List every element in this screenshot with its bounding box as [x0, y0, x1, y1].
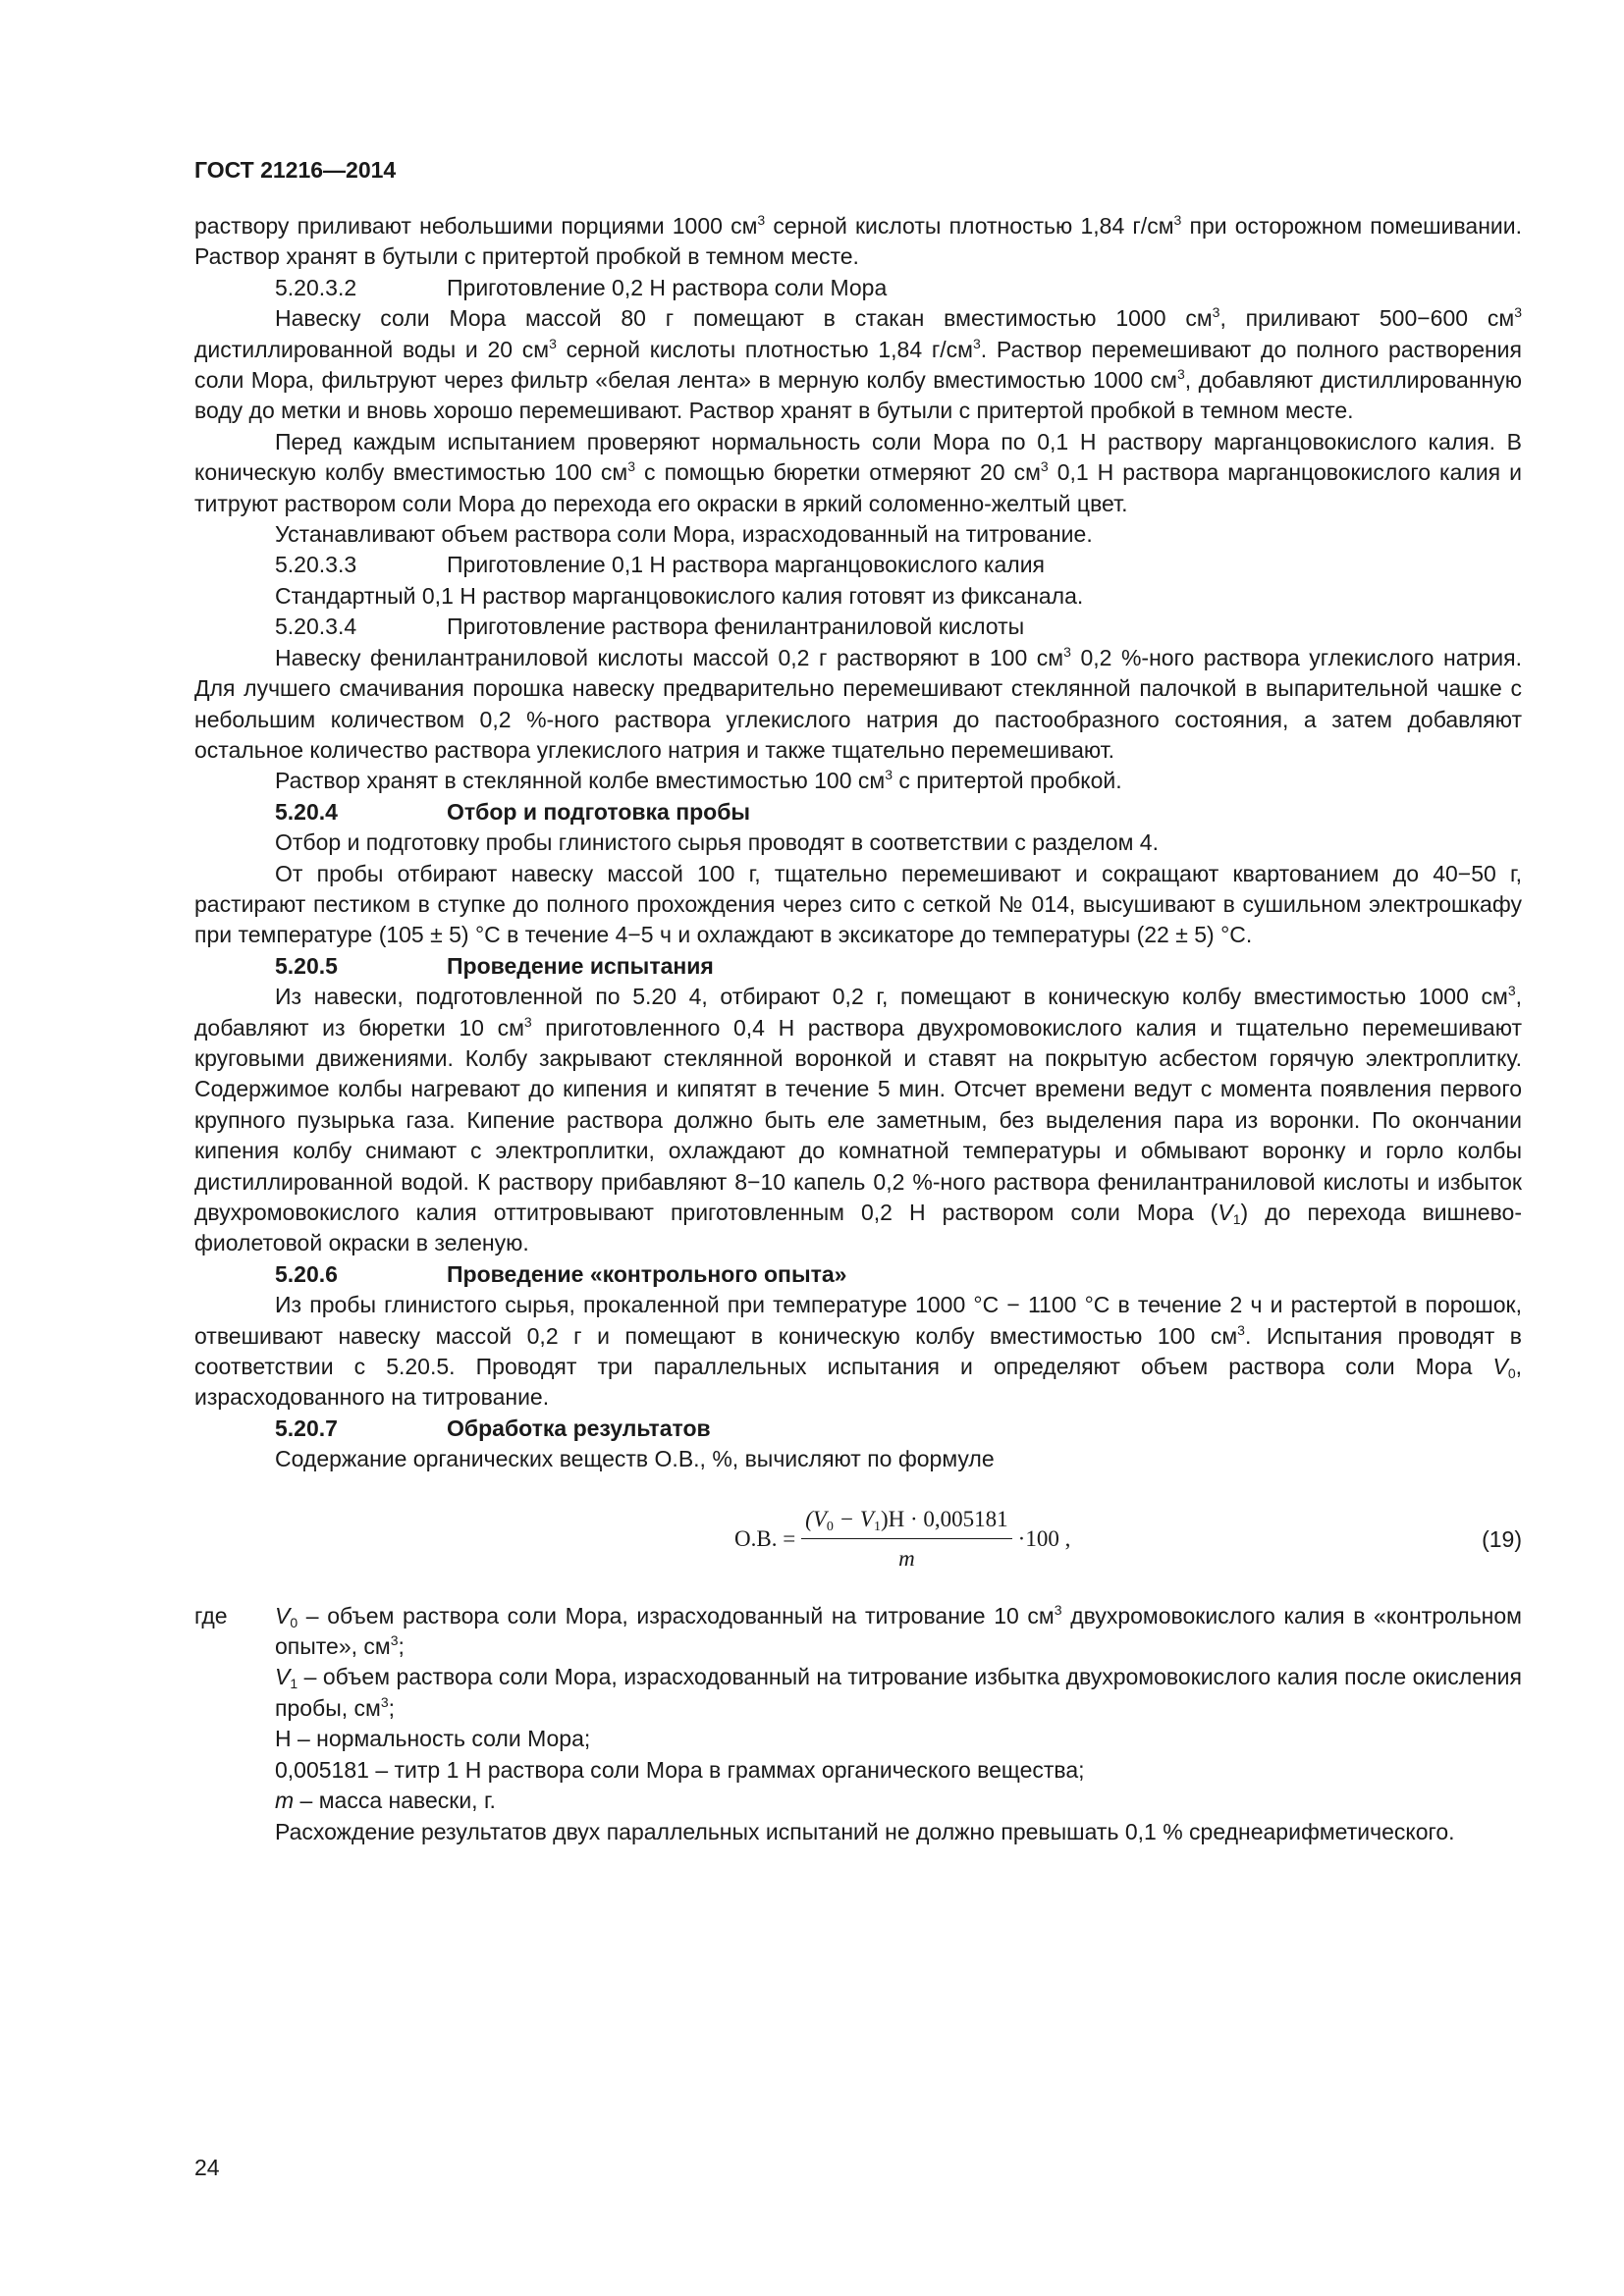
paragraph: Навеску соли Мора массой 80 г помещают в стакан вместимостью 1000 $см^3$, приливают 500−600 $см^3$ дистиллированной воды и 20 $см^3$ серной кислоты плотностью 1,84 $г/см^3$. Раствор перемешивают до полного растворения соли Мора, фильтруют через фильтр «белая лента» в мерную колбу вместимостью 1000 $см^3$, добавляют дистиллированную воду до метки и вновь хорошо перемешивают. Раствор хранят в бутыли с притертой пробкой в темном месте. — [194, 304, 1522, 424]
section-heading: 5.20.3.2 Приготовление 0,2 Н раствора соли Мора — [275, 274, 888, 300]
formula-denominator: m — [898, 1545, 915, 1571]
paragraph: Из навески, подготовленной по 5.20 4, отбирают 0,2 г, помещают в коническую колбу вместимостью 1000 $см^3$, добавляют из бюретки 10 $см^3$ приготовленного 0,4 Н раствора двухромовокислого калия и тщательно перемешивают круговыми движениями. Колбу закрывают стеклянной воронкой и ставят на покрытую асбестом горячую электроплитку. Содержимое колбы нагревают до кипения и кипятят в течение 5 мин. Отсчет времени ведут с момента появления первого крупного пузырька газа. Кипение раствора должно быть еле заметным, без выделения пара из воронки. По окончании кипения колбу снимают с электроплитки, охлаждают до комнатной температуры и обмывают воронку и горло колбы дистиллированной водой. К раствору прибавляют 8−10 капель 0,2 %-ного раствора фенилантраниловой кислоты и избыток двухромовокислого калия оттитровывают приготовленным 0,2 Н раствором соли Мора $(V_1)$ до перехода вишнево-фиолетовой окраски в зеленую. — [194, 983, 1523, 1256]
paragraph: Отбор и подготовку пробы глинистого сырья проводят в соответствии с разделом 4. — [275, 829, 1159, 856]
definition-v0: $V_0$ – объем раствора соли Мора, израсходованный на титрование 10 $см^3$ двухромовокислого калия в «контрольном опыте», $см^3$; — [275, 1601, 1522, 1660]
formula-numerator: $(V_0 - V_1)Н \cdot 0,005181$ — [801, 1504, 1011, 1538]
formula-fraction — [801, 1504, 1011, 1574]
paragraph: Расхождение результатов двух параллельных испытаний не должно превышать 0,1 % среднеарифметического. — [275, 1818, 1455, 1844]
where-label: где — [194, 1602, 228, 1629]
formula-block — [194, 1499, 1522, 1579]
definition-v1: $V_1$ – объем раствора соли Мора, израсходованный на титрование избытка двухромовокислого калия после окисления пробы, $см^3$; — [275, 1664, 1522, 1721]
paragraph: Из пробы глинистого сырья, прокаленной при температуре 1000 °С − 1100 °С в течение 2 ч и растертой в порошок, отвешивают навеску массой 0,2 г и помещают в коническую колбу вместимостью 100 $см^3$. Испытания проводят в соответствии с 5.20.5. Проводят три параллельных испытания и определяют объем раствора соли Мора $V_0$, израсходованного на титрование. — [194, 1292, 1522, 1411]
definition-m: m – масса навески, г. — [275, 1788, 496, 1814]
paragraph: Перед каждым испытанием проверяют нормальность соли Мора по 0,1 Н раствору марганцовокислого калия. В коническую колбу вместимостью 100 $см^3$ с помощью бюретки отмеряют 20 $см^3$ 0,1 Н раствора марганцовокислого калия и титруют раствором соли Мора до перехода его окраски в яркий соломенно-желтый цвет. — [194, 428, 1522, 516]
formula: О.В. = $\frac{(V_0 - V_1)Н \cdot 0,005181}{m}$ ·100 , — [734, 1499, 1070, 1579]
paragraph: Устанавливают объем раствора соли Мора, израсходованный на титрование. — [275, 521, 1093, 548]
section-heading: 5.20.6 Проведение «контрольного опыта» — [275, 1260, 847, 1287]
section-heading: 5.20.5 Проведение испытания — [275, 952, 714, 979]
document-header: ГОСТ 21216—2014 — [194, 157, 397, 183]
page-number: 24 — [194, 2155, 220, 2180]
paragraph: Навеску фенилантраниловой кислоты массой 0,2 г растворяют в 100 $см^3$ 0,2 %-ного раствора углекислого натрия. Для лучшего смачивания порошка навеску предварительно перемешивают стеклянной палочкой в выпарительной чашке с небольшим количеством 0,2 %-ного раствора углекислого натрия до пастообразного состояния, а затем добавляют остальное количество раствора углекислого натрия и также тщательно перемешивают. — [194, 643, 1522, 763]
equation-number: (19) — [1482, 1525, 1522, 1552]
document-body — [194, 211, 1522, 1847]
paragraph: раствору приливают небольшими порциями 1000 $см^3$ серной кислоты плотностью 1,84 $г/см^3$ при осторожном помешивании. Раствор хранят в бутыли с притертой пробкой в темном месте. — [194, 212, 1522, 270]
definition-h: Н – нормальность соли Мора; — [275, 1726, 591, 1752]
paragraph: Содержание органических веществ О.В., %, вычисляют по формуле — [275, 1446, 995, 1472]
section-heading: 5.20.4 Отбор и подготовка пробы — [275, 798, 751, 825]
paragraph: Стандартный 0,1 Н раствор марганцовокислого калия готовят из фиксанала. — [275, 582, 1084, 609]
variable-definitions — [194, 1601, 1522, 1817]
definition-titer: 0,005181 – титр 1 Н раствора соли Мора в граммах органического вещества; — [275, 1756, 1085, 1783]
paragraph: От пробы отбирают навеску массой 100 г, тщательно перемешивают и сокращают квартованием до 40−50 г, растирают пестиком в ступке до полного прохождения через сито с сеткой № 014, высушивают в сушильном электрошкафу при температуре (105 ± 5) °С в течение 4−5 ч и охлаждают в эксикаторе до температуры (22 ± 5) °С. — [194, 860, 1522, 948]
section-heading: 5.20.3.4 Приготовление раствора фенилантраниловой кислоты — [275, 614, 1025, 640]
paragraph: Раствор хранят в стеклянной колбе вместимостью 100 $см^3$ с притертой пробкой. — [275, 767, 1122, 794]
section-heading: 5.20.3.3 Приготовление 0,1 Н раствора марганцовокислого калия — [275, 552, 1046, 578]
section-heading: 5.20.7 Обработка результатов — [275, 1415, 711, 1441]
